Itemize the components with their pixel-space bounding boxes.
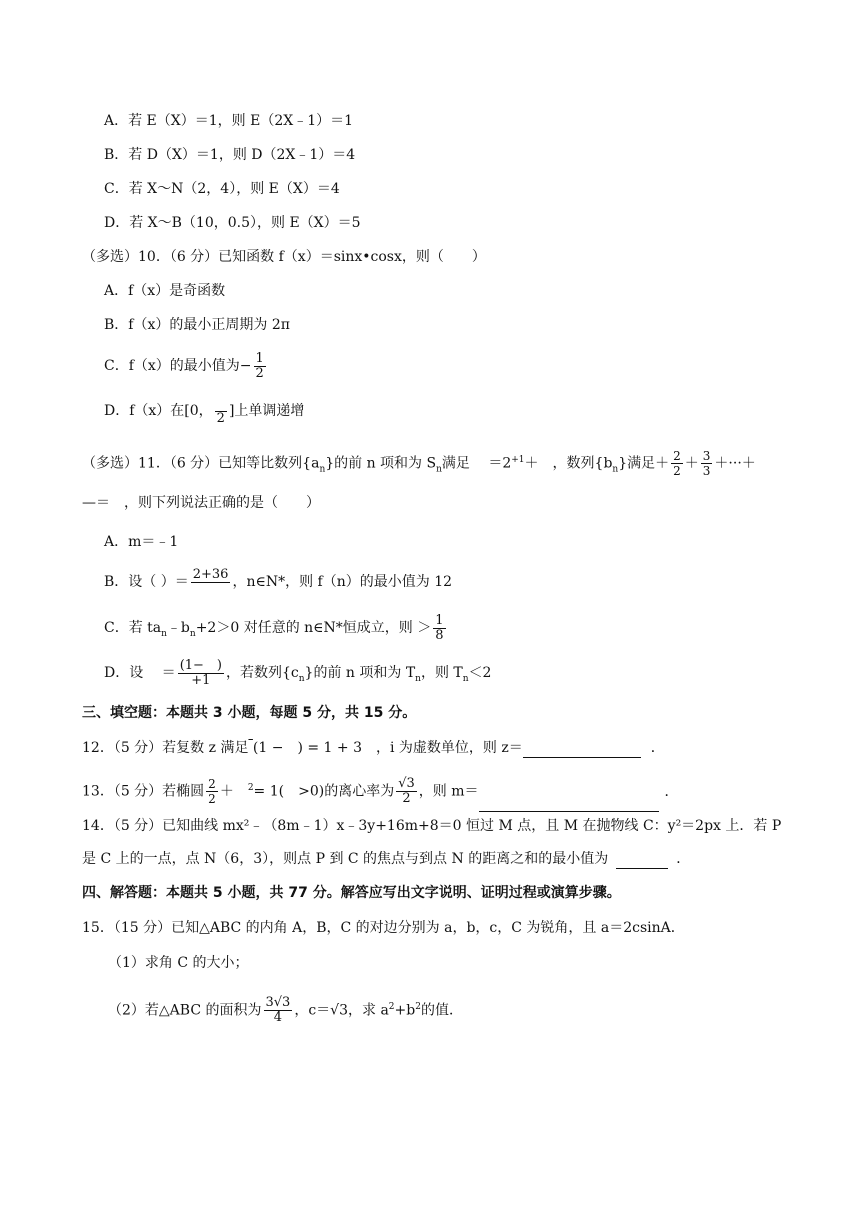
q14-line2 (82, 849, 690, 869)
q11-stem (82, 446, 756, 483)
q14-text: 是 C 上的一点，点 N（6，3），则点 P 到 C 的焦点与到点 N 的距离之和的最小值为 (82, 851, 609, 867)
q11-option-d-end: ，则 T (420, 665, 463, 681)
q11-option-b-text: B．设（ ）＝ (104, 574, 189, 590)
q11-option-d (104, 655, 491, 697)
q10-option-d (104, 394, 304, 428)
q11-option-c-end: +2＞0 对任意的 n∈N*恒成立，则 ＞ (195, 620, 432, 636)
fraction-denominator: 2 (402, 791, 411, 807)
q15-part2-text: ，c＝√3，求 a (294, 1002, 389, 1019)
fraction-numerator: 1 (255, 350, 264, 366)
q11-stem-part: ＋ (684, 455, 699, 472)
q11-subscript: n (298, 673, 305, 684)
fraction-numerator: (1− ) (179, 657, 222, 673)
q9-option-d: D．若 X～B（10，0.5），则 E（X）＝5 (104, 215, 361, 231)
q11-option-c-mid: ﹣b (166, 620, 190, 636)
q11-option-d-end: }的前 n 项和为 T (304, 665, 416, 681)
fraction-denominator: +1 (191, 672, 211, 688)
q12-answer-blank (523, 741, 641, 758)
fraction-numerator: √3 (398, 776, 415, 792)
q11-superscript: +1 (511, 455, 525, 465)
q10-option-c-fraction (254, 352, 266, 381)
q13-text: ，则 m＝ (418, 783, 479, 800)
fraction-denominator: 3 (702, 464, 711, 479)
fraction-numerator: 2+36 (192, 566, 229, 582)
q10-option-a: A．f（x）是奇函数 (104, 283, 226, 299)
fraction-denominator: 2 (255, 365, 264, 381)
q13-text: 13．（5 分）若椭圆 (82, 783, 205, 800)
fraction-denominator: 2 (673, 464, 681, 479)
fraction-numerator: 2 (208, 777, 216, 792)
q11-stem-line2: —＝ ，则下列说法正确的是（ ） (82, 495, 320, 511)
fraction-numerator: 2 (673, 449, 681, 464)
q11-option-c-fraction (433, 614, 445, 643)
q11-subscript: n (415, 673, 421, 684)
q11-stem-part: ＋ ，数列{b (524, 455, 613, 472)
q11-subscript: n (189, 628, 196, 639)
q11-option-d-text: D．设 ＝ (104, 665, 176, 681)
q10-option-c-text: C．f（x）的最小值为− (104, 358, 252, 374)
q11-stem-part: ＋···＋ (714, 455, 756, 472)
q12-text: (1 − ) = 1 + 3 ，i 为虚数单位，则 z＝ (252, 740, 523, 756)
q13-answer-blank (479, 795, 659, 812)
q13 (82, 768, 679, 812)
q11-subscript: n (319, 464, 326, 475)
q11-fraction-3 (701, 449, 713, 478)
q12 (82, 738, 665, 758)
q13-end: ． (664, 783, 679, 800)
q11-stem-part: }的前 n 项和为 S (325, 455, 437, 472)
q11-option-d-fraction (178, 659, 224, 688)
q11-option-c-text: C．若 ta (104, 620, 162, 636)
q14-line1: 14．（5 分）已知曲线 mx²﹣（8m﹣1）x﹣3y+16m+8＝0 恒过 M 点，且 M 在抛物线 C：y²＝2px 上．若 P (82, 818, 782, 834)
fraction-numerator: 1 (435, 612, 444, 628)
q9-option-b: B．若 D（X）＝1，则 D（2X﹣1）＝4 (104, 147, 356, 163)
q12-end: ． (650, 740, 665, 756)
q13-text: ＋ (219, 783, 248, 800)
q10-stem: （多选）10．（6 分）已知函数 f（x）＝sinx•cosx，则（ ） (82, 249, 486, 265)
q14-end: ． (676, 851, 691, 867)
q11-stem-part: ＋ (655, 455, 670, 472)
q11-option-a: A．m＝﹣1 (104, 534, 179, 550)
fraction-denominator: 8 (435, 627, 444, 643)
q11-subscript: n (161, 628, 167, 639)
q10-option-d-end: ]上单调递增 (228, 403, 305, 419)
section-heading-fill-in: 三、填空题：本题共 3 小题，每题 5 分，共 15 分。 (82, 705, 417, 721)
q11-option-b-end: ，n∈N*，则 f（n）的最小值为 12 (232, 574, 453, 590)
q15-part2-text: +b (394, 1002, 416, 1019)
q13-eccentricity-fraction (396, 777, 417, 806)
q10-option-d-text: D．f（x）在[0， (104, 403, 213, 419)
q15-stem: 15．（15 分）已知△ABC 的内角 A，B，C 的对边分别为 a，b，c，C 为锐角，且 a＝2csinA． (82, 920, 685, 936)
q11-subscript: n (436, 464, 442, 475)
q11-subscript: n (462, 673, 469, 684)
fraction-numerator: 3√3 (265, 995, 291, 1011)
fraction-denominator: 2 (208, 792, 216, 807)
q13-fraction (206, 777, 218, 806)
q11-fraction-2 (671, 449, 683, 478)
q9-option-a: A．若 E（X）＝1，则 E（2X﹣1）＝1 (104, 113, 354, 129)
q11-stem-part: 满足 ＝2 (441, 455, 512, 472)
q15-part2 (108, 987, 463, 1031)
q12-text: 12．（5 分）若复数 z 满足 (82, 740, 249, 756)
q11-option-d-end: ，若数列{c (226, 665, 299, 681)
q11-option-b-fraction (191, 568, 231, 597)
q11-option-c (104, 612, 448, 650)
q11-stem-part: （多选）11．（6 分）已知等比数列{a (82, 455, 320, 472)
q11-option-b (104, 566, 452, 598)
q15-superscript: 2 (388, 1002, 395, 1012)
q15-part2-text: （2）若△ABC 的面积为 (108, 1002, 262, 1019)
q11-subscript: n (612, 464, 619, 475)
fraction-denominator (191, 583, 231, 597)
q11-option-d-end: ＜2 (468, 665, 492, 681)
q15-part2-text: 的值． (420, 1002, 463, 1019)
q15-area-fraction (264, 996, 293, 1025)
fraction-numerator (215, 397, 227, 412)
fraction-numerator: 3 (702, 449, 711, 464)
fraction-denominator: 4 (273, 1010, 283, 1026)
q11-stem-part: }满足 (618, 455, 656, 472)
q13-text: = 1( >0)的离心率为 (253, 783, 395, 800)
q14-answer-blank (616, 852, 668, 869)
q15-superscript: 2 (415, 1002, 421, 1012)
q13-superscript: 2 (247, 783, 254, 793)
fraction-denominator: 2 (216, 410, 225, 426)
q10-option-c (104, 349, 268, 383)
section-heading-answer: 四、解答题：本题共 5 小题，共 77 分。解答应写出文字说明、证明过程或演算步骤。 (82, 885, 621, 901)
q10-option-d-fraction (215, 397, 227, 426)
q10-option-b: B．f（x）的最小正周期为 2π (104, 317, 290, 333)
q9-option-c: C．若 X～N（2，4），则 E（X）＝4 (104, 181, 340, 197)
q15-part1: （1）求角 C 的大小； (108, 955, 249, 971)
